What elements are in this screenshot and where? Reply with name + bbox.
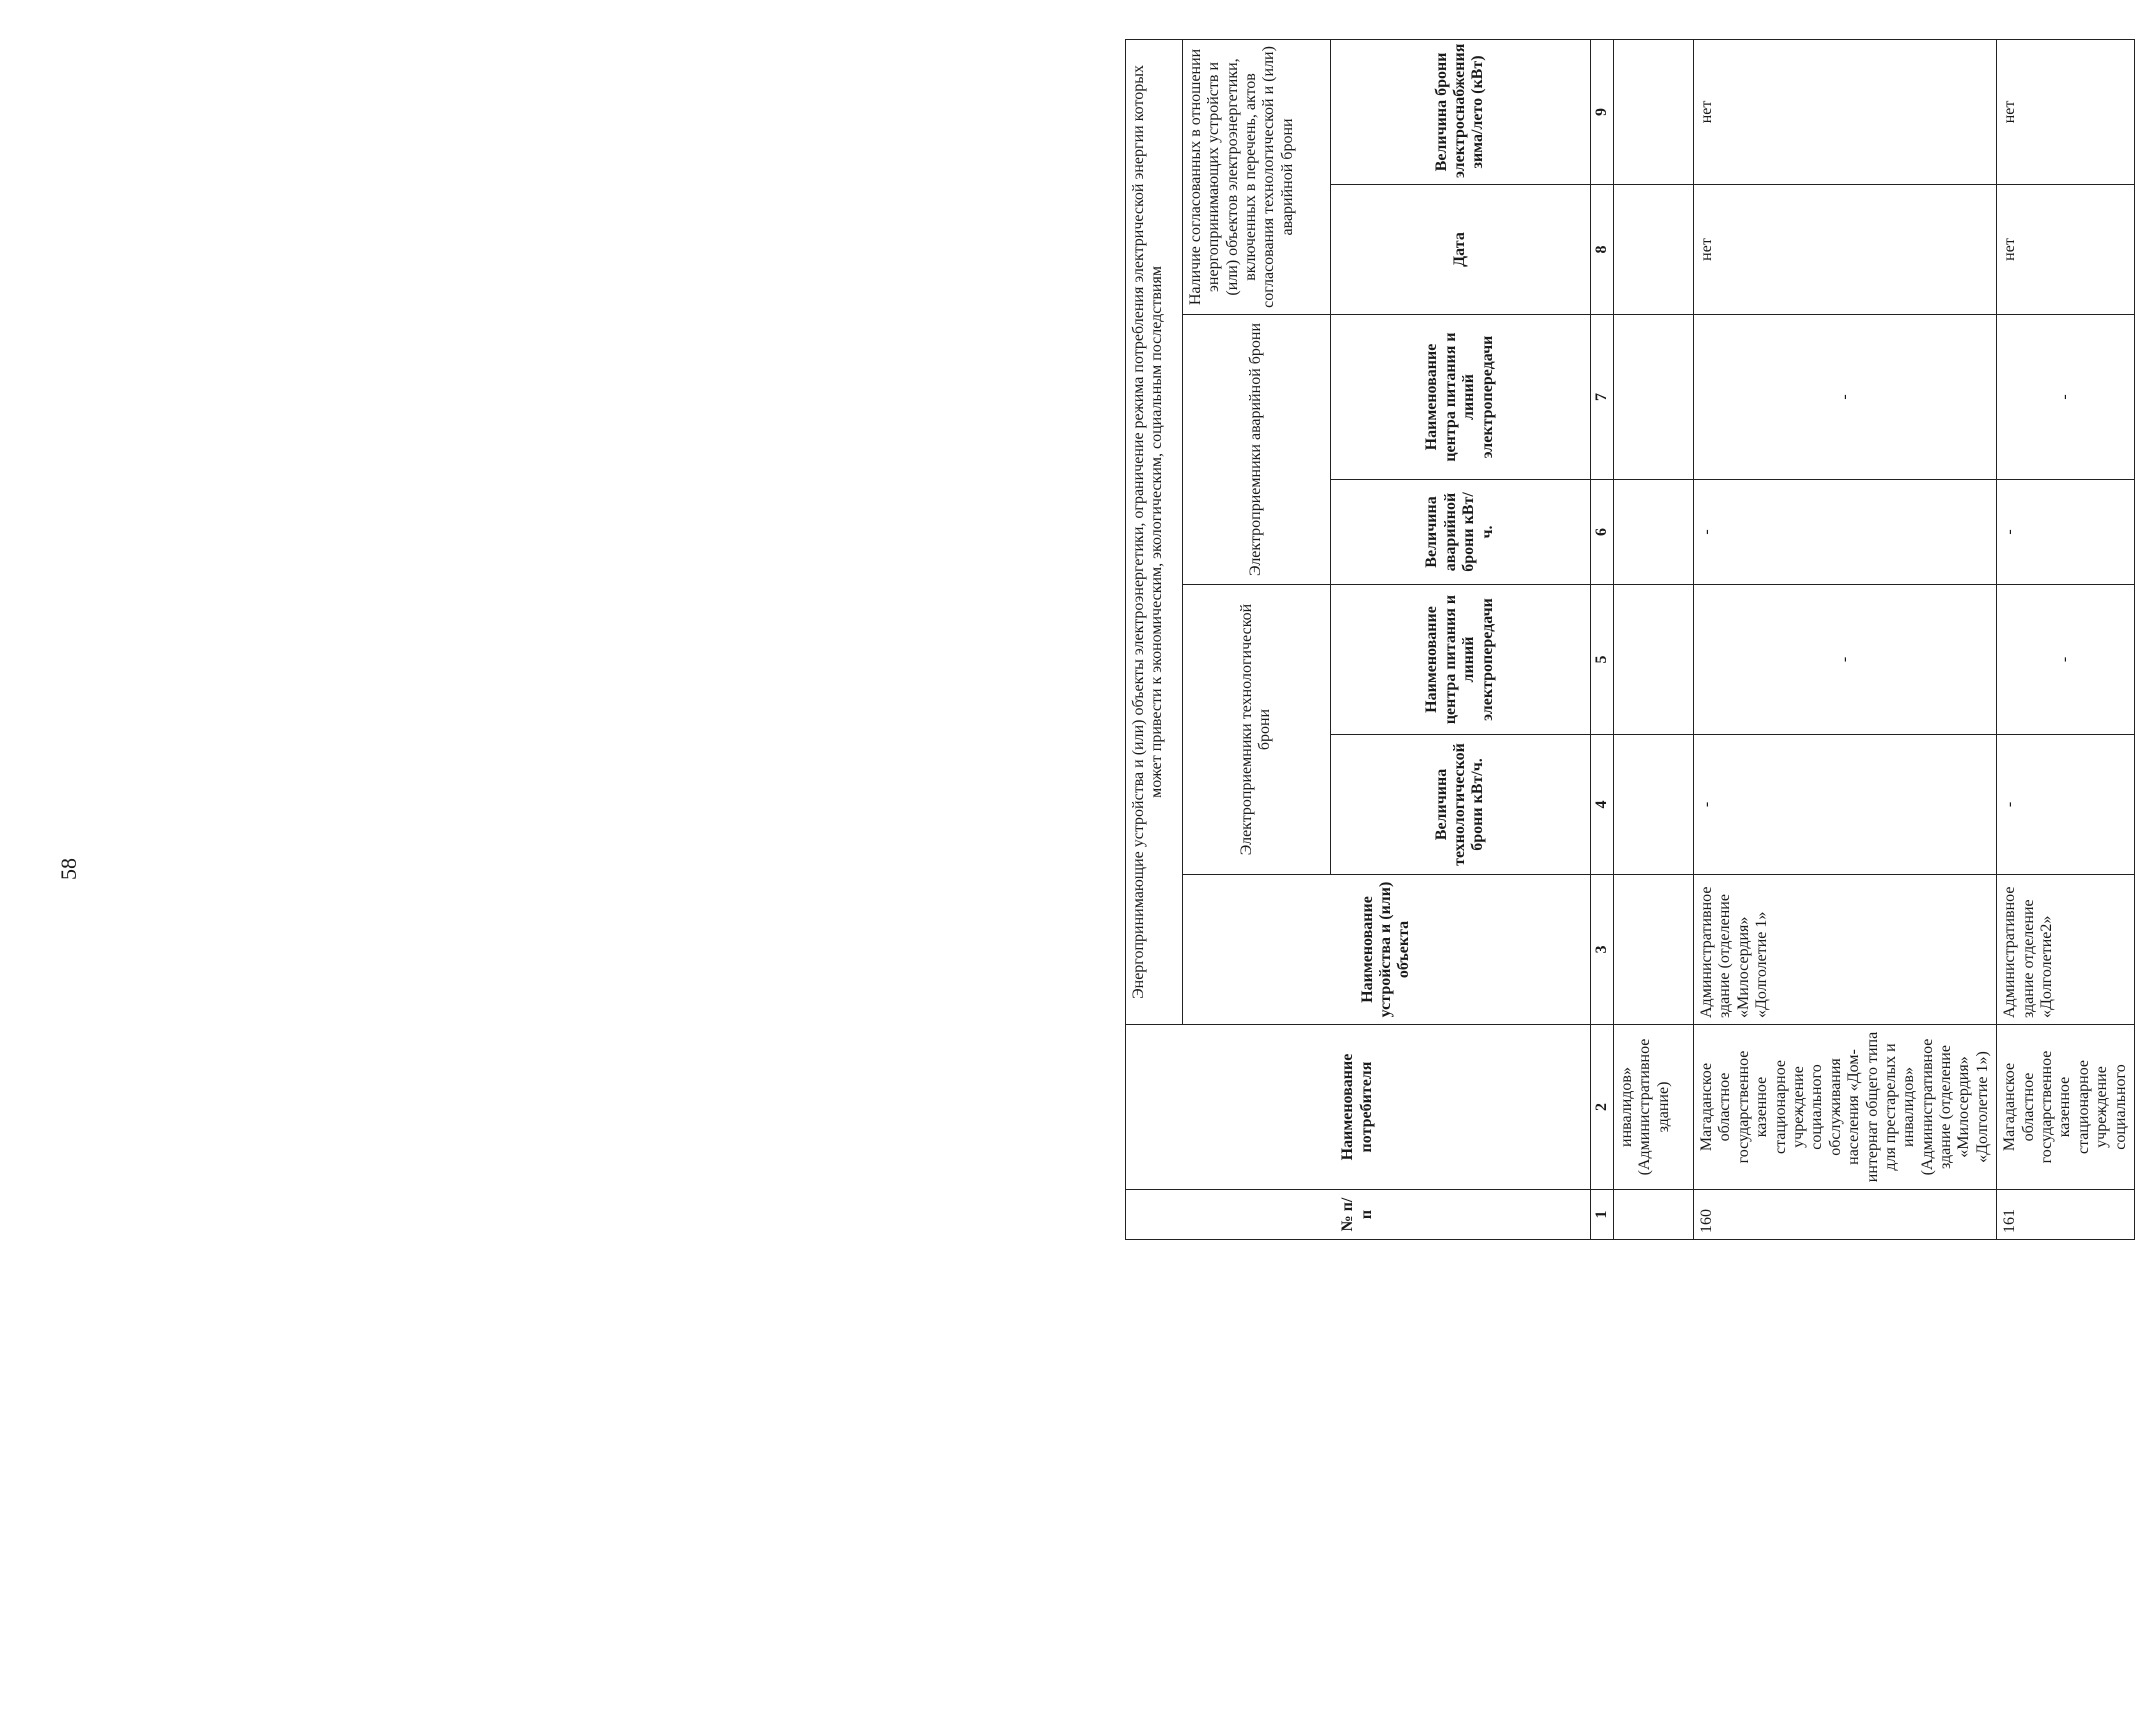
index-cell: 3 (1590, 875, 1613, 1025)
index-cell: 5 (1590, 585, 1613, 735)
index-cell: 8 (1590, 185, 1613, 315)
index-cell: 9 (1590, 39, 1613, 184)
cell-supply (1614, 39, 1694, 184)
cell-supply: нет (1694, 39, 1997, 184)
cell-object (1614, 875, 1694, 1025)
header-supply: Величина брони электроснабжения зима/лето (кВт) (1330, 39, 1590, 184)
cell-date (1614, 185, 1694, 315)
cell-date: нет (1694, 185, 1997, 315)
cell-tech-value: - (1997, 735, 2135, 875)
cell-tech-value: - (1694, 735, 1997, 875)
cell-no: 160 (1694, 1190, 1997, 1240)
header-top: Энергопринимающие устройства и (или) объекты электроэнергетики, ограничение режима потребления электрической энергии которых может привести к экономическим, экологическим, социальным последствиям (1126, 39, 1183, 1024)
index-cell: 1 (1590, 1190, 1613, 1240)
cell-no (1614, 1190, 1694, 1240)
index-cell: 7 (1590, 315, 1613, 480)
header-date: Дата (1330, 185, 1590, 315)
cell-consumer: инвалидов» (Административное здание) (1614, 1025, 1694, 1190)
header-emerg-value: Величина аварийной брони кВт/ч. (1330, 480, 1590, 585)
header-group-emerg: Электроприемники аварийной брони (1182, 315, 1330, 585)
index-cell: 2 (1590, 1025, 1613, 1190)
index-cell: 6 (1590, 480, 1613, 585)
cell-object: Административное здание отделение «Долголетие2» (1997, 875, 2135, 1025)
cell-emerg-center (1614, 315, 1694, 480)
table-row (1997, 39, 2135, 1239)
table-row (1694, 39, 1997, 1239)
cell-emerg-center: - (1997, 315, 2135, 480)
header-group-agreed: Наличие согласованных в отношении энергопринимающих устройств и (или) объектов электроэнергетики, включенных в перечень, актов согласования технологической и (или) аварийной брони (1182, 39, 1330, 314)
header-tech-value: Величина технологической брони кВт/ч. (1330, 735, 1590, 875)
page-number: 58 (56, 858, 81, 880)
cell-emerg-value (1614, 480, 1694, 585)
table-container (1125, 40, 2135, 1240)
header-object: Наименование устройства и (или) объекта (1182, 875, 1590, 1025)
table-row (1614, 39, 1694, 1239)
header-consumer: Наименование потребителя (1126, 1025, 1591, 1190)
cell-date: нет (1997, 185, 2135, 315)
cell-tech-value (1614, 735, 1694, 875)
cell-tech-center (1614, 585, 1694, 735)
header-tech-center: Наименование центра питания и линий электропередачи (1330, 585, 1590, 735)
cell-consumer: Магаданское областное государственное казенное стационарное учреждение социального (1997, 1025, 2135, 1190)
index-row (1590, 39, 1613, 1239)
cell-consumer: Магаданское областное государственное казенное стационарное учреждение социального обслуживания населения «Дом-интернат общего типа для престарелых и инвалидов» (Административное здание (отделение «Милосердия» «Долголетие 1») (1694, 1025, 1997, 1190)
cell-emerg-value: - (1694, 480, 1997, 585)
cell-tech-center: - (1997, 585, 2135, 735)
index-cell: 4 (1590, 735, 1613, 875)
cell-no: 161 (1997, 1190, 2135, 1240)
cell-emerg-center: - (1694, 315, 1997, 480)
cell-supply: нет (1997, 39, 2135, 184)
header-emerg-center: Наименование центра питания и линий электропередачи (1330, 315, 1590, 480)
reservation-table (1125, 39, 2135, 1240)
cell-emerg-value: - (1997, 480, 2135, 585)
header-group-tech: Электроприемники технологической брони (1182, 585, 1330, 875)
cell-object: Административное здание (отделение «Милосердия» «Долголетие 1» (1694, 875, 1997, 1025)
cell-tech-center: - (1694, 585, 1997, 735)
header-no: № п/п (1126, 1190, 1591, 1240)
